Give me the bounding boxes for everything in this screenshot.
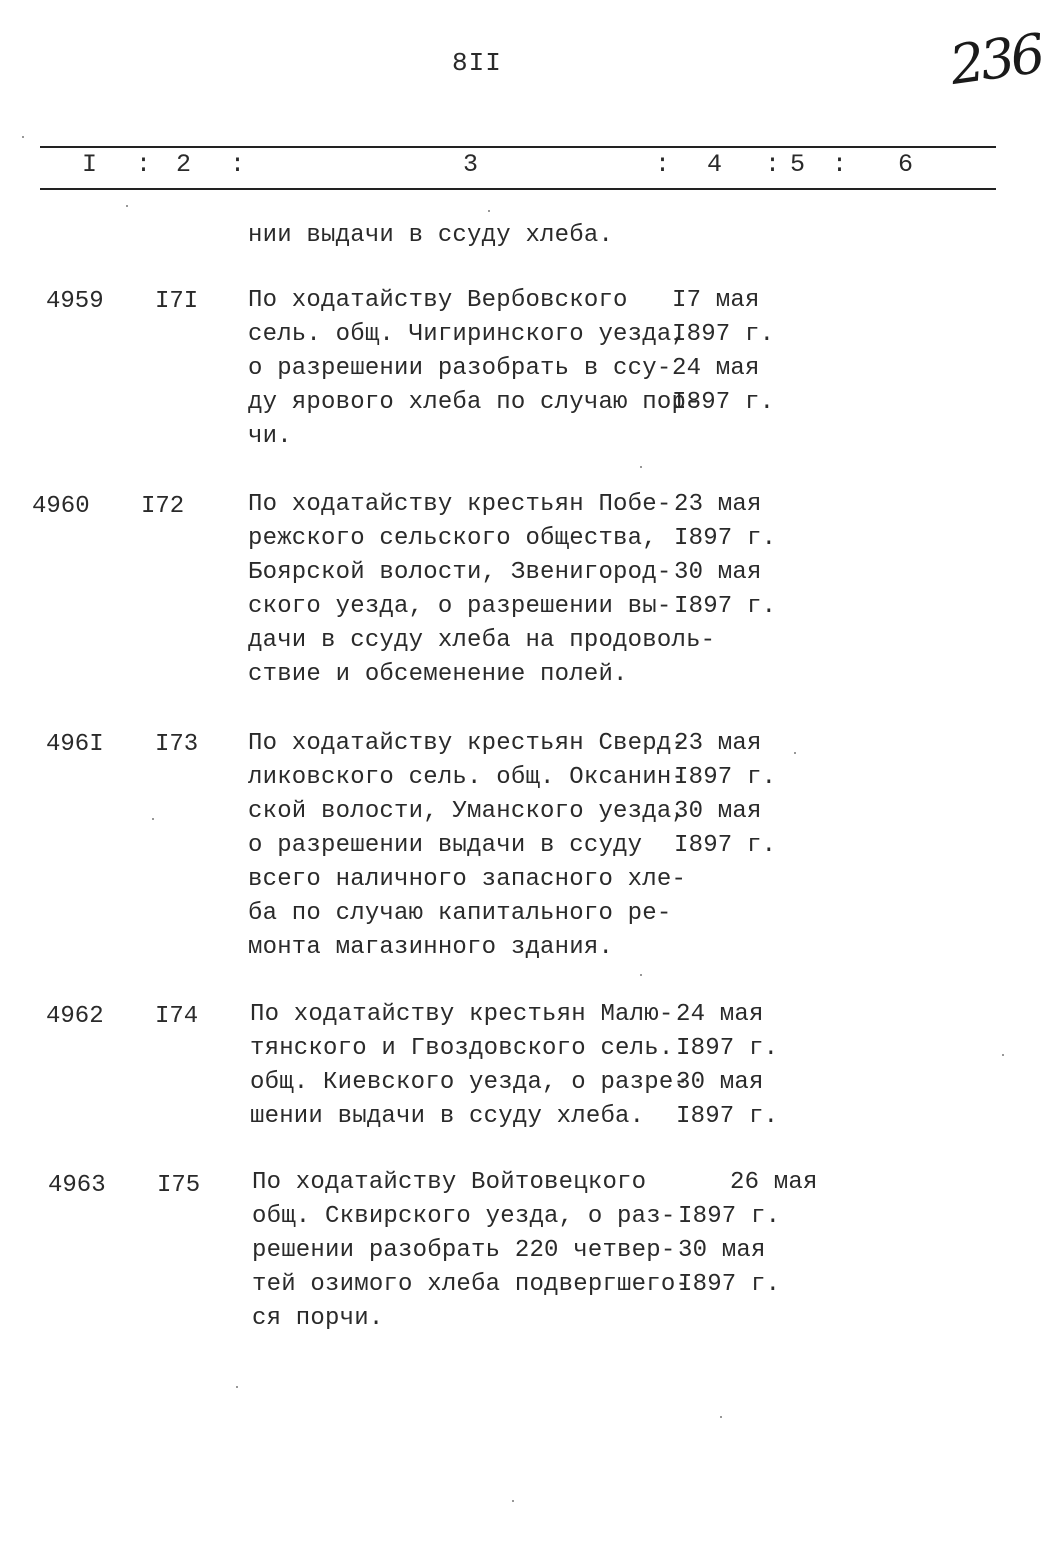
description-line: шении выдачи в ссуду хлеба. (250, 1103, 645, 1130)
column-separator: : (136, 150, 152, 179)
description-line: тянского и Гвоздовского сель. (250, 1035, 674, 1062)
end-date: 30 мая (674, 798, 762, 825)
start-year: I897 г. (676, 1035, 779, 1062)
page-number: 8II (452, 48, 502, 78)
scan-speck (640, 466, 642, 468)
start-date: 24 мая (676, 1001, 764, 1028)
description-line: общ. Сквирского уезда, о раз- (252, 1203, 676, 1230)
start-year: I897 г. (678, 1203, 781, 1230)
description-line: По ходатайству Войтовецкого (252, 1169, 647, 1196)
entry-number: 496I (46, 731, 104, 758)
end-year: I897 г. (672, 389, 775, 416)
description-line: монта магазинного здания. (248, 934, 614, 961)
scan-speck (512, 1500, 514, 1502)
header-rule-bottom (40, 188, 996, 190)
entry-number: 4962 (46, 1003, 104, 1030)
description-line: По ходатайству крестьян Сверд- (248, 730, 687, 757)
description-line: дачи в ссуду хлеба на продоволь- (248, 627, 716, 654)
description-line: По ходатайству Вербовского (248, 287, 628, 314)
start-date: 23 мая (674, 491, 762, 518)
description-line: Боярской волости, Звенигород- (248, 559, 672, 586)
end-year: I897 г. (676, 1103, 779, 1130)
case-number: I73 (155, 731, 199, 758)
description-line: всего наличного запасного хле- (248, 866, 687, 893)
continuation-line: нии выдачи в ссуду хлеба. (248, 222, 614, 249)
scan-speck (126, 205, 128, 207)
entry-dates (674, 727, 776, 863)
end-year: I897 г. (674, 593, 777, 620)
description-line: По ходатайству крестьян Побе- (248, 491, 672, 518)
end-date: 30 мая (674, 559, 762, 586)
scan-speck (488, 210, 490, 212)
column-separator: : (230, 150, 246, 179)
description-line: ского уезда, о разрешении вы- (248, 593, 672, 620)
entry-description (248, 284, 701, 454)
case-number: I75 (157, 1172, 201, 1199)
description-line: ся порчи. (252, 1305, 384, 1332)
description-line: общ. Киевского уезда, о разре- (250, 1069, 689, 1096)
start-year: I897 г. (674, 764, 777, 791)
scan-speck (794, 752, 796, 754)
case-number: I72 (141, 493, 185, 520)
scan-speck (1002, 1054, 1004, 1056)
entry-dates (678, 1166, 818, 1302)
scan-speck (152, 818, 154, 820)
entry-description (248, 488, 715, 692)
description-line: тей озимого хлеба подвергшего- (252, 1271, 691, 1298)
entry-number: 4959 (46, 288, 104, 315)
entry-dates (674, 488, 776, 624)
start-year: I897 г. (674, 525, 777, 552)
entry-dates (672, 284, 774, 420)
start-year: I897 г. (672, 321, 775, 348)
column-header-3: 3 (463, 150, 479, 179)
entry-number: 4960 (32, 493, 90, 520)
scan-speck (720, 1416, 722, 1418)
entry-description (252, 1166, 690, 1336)
column-header-2: 2 (176, 150, 192, 179)
entry-number: 4963 (48, 1172, 106, 1199)
entry-description (250, 998, 688, 1134)
description-line: решении разобрать 220 четвер- (252, 1237, 676, 1264)
description-line: о разрешении разобрать в ссу- (248, 355, 672, 382)
case-number: I7I (155, 288, 199, 315)
column-separator: : (655, 150, 671, 179)
scan-speck (236, 1386, 238, 1388)
description-line: сель. общ. Чигиринского уезда, (248, 321, 687, 348)
description-line: ликовского сель. общ. Оксанин- (248, 764, 687, 791)
entry-dates (676, 998, 778, 1134)
description-line: чи. (248, 423, 292, 450)
case-number: I74 (155, 1003, 199, 1030)
end-year: I897 г. (674, 832, 777, 859)
column-header-4: 4 (707, 150, 723, 179)
end-date: 24 мая (672, 355, 760, 382)
column-separator: : (765, 150, 781, 179)
handwritten-folio-number: 236 (946, 21, 1045, 98)
scan-speck (22, 136, 24, 138)
start-date: 23 мая (674, 730, 762, 757)
description-line: ду ярового хлеба по случаю пор- (248, 389, 701, 416)
end-year: I897 г. (678, 1271, 781, 1298)
scan-speck (640, 974, 642, 976)
start-date: 26 мая (730, 1169, 818, 1196)
description-line: ской волости, Уманского уезда, (248, 798, 687, 825)
header-rule-top (40, 146, 996, 148)
column-header-1: I (82, 150, 98, 179)
description-line: режского сельского общества, (248, 525, 657, 552)
description-line: ствие и обсеменение полей. (248, 661, 628, 688)
start-date: I7 мая (672, 287, 760, 314)
column-header-5: 5 (790, 150, 806, 179)
column-header-6: 6 (898, 150, 914, 179)
description-line: ба по случаю капитального ре- (248, 900, 672, 927)
entry-description (248, 727, 686, 965)
description-line: По ходатайству крестьян Малю- (250, 1001, 674, 1028)
end-date: 30 мая (676, 1069, 764, 1096)
column-separator: : (832, 150, 848, 179)
description-line: о разрешении выдачи в ссуду (248, 832, 643, 859)
end-date: 30 мая (678, 1237, 766, 1264)
